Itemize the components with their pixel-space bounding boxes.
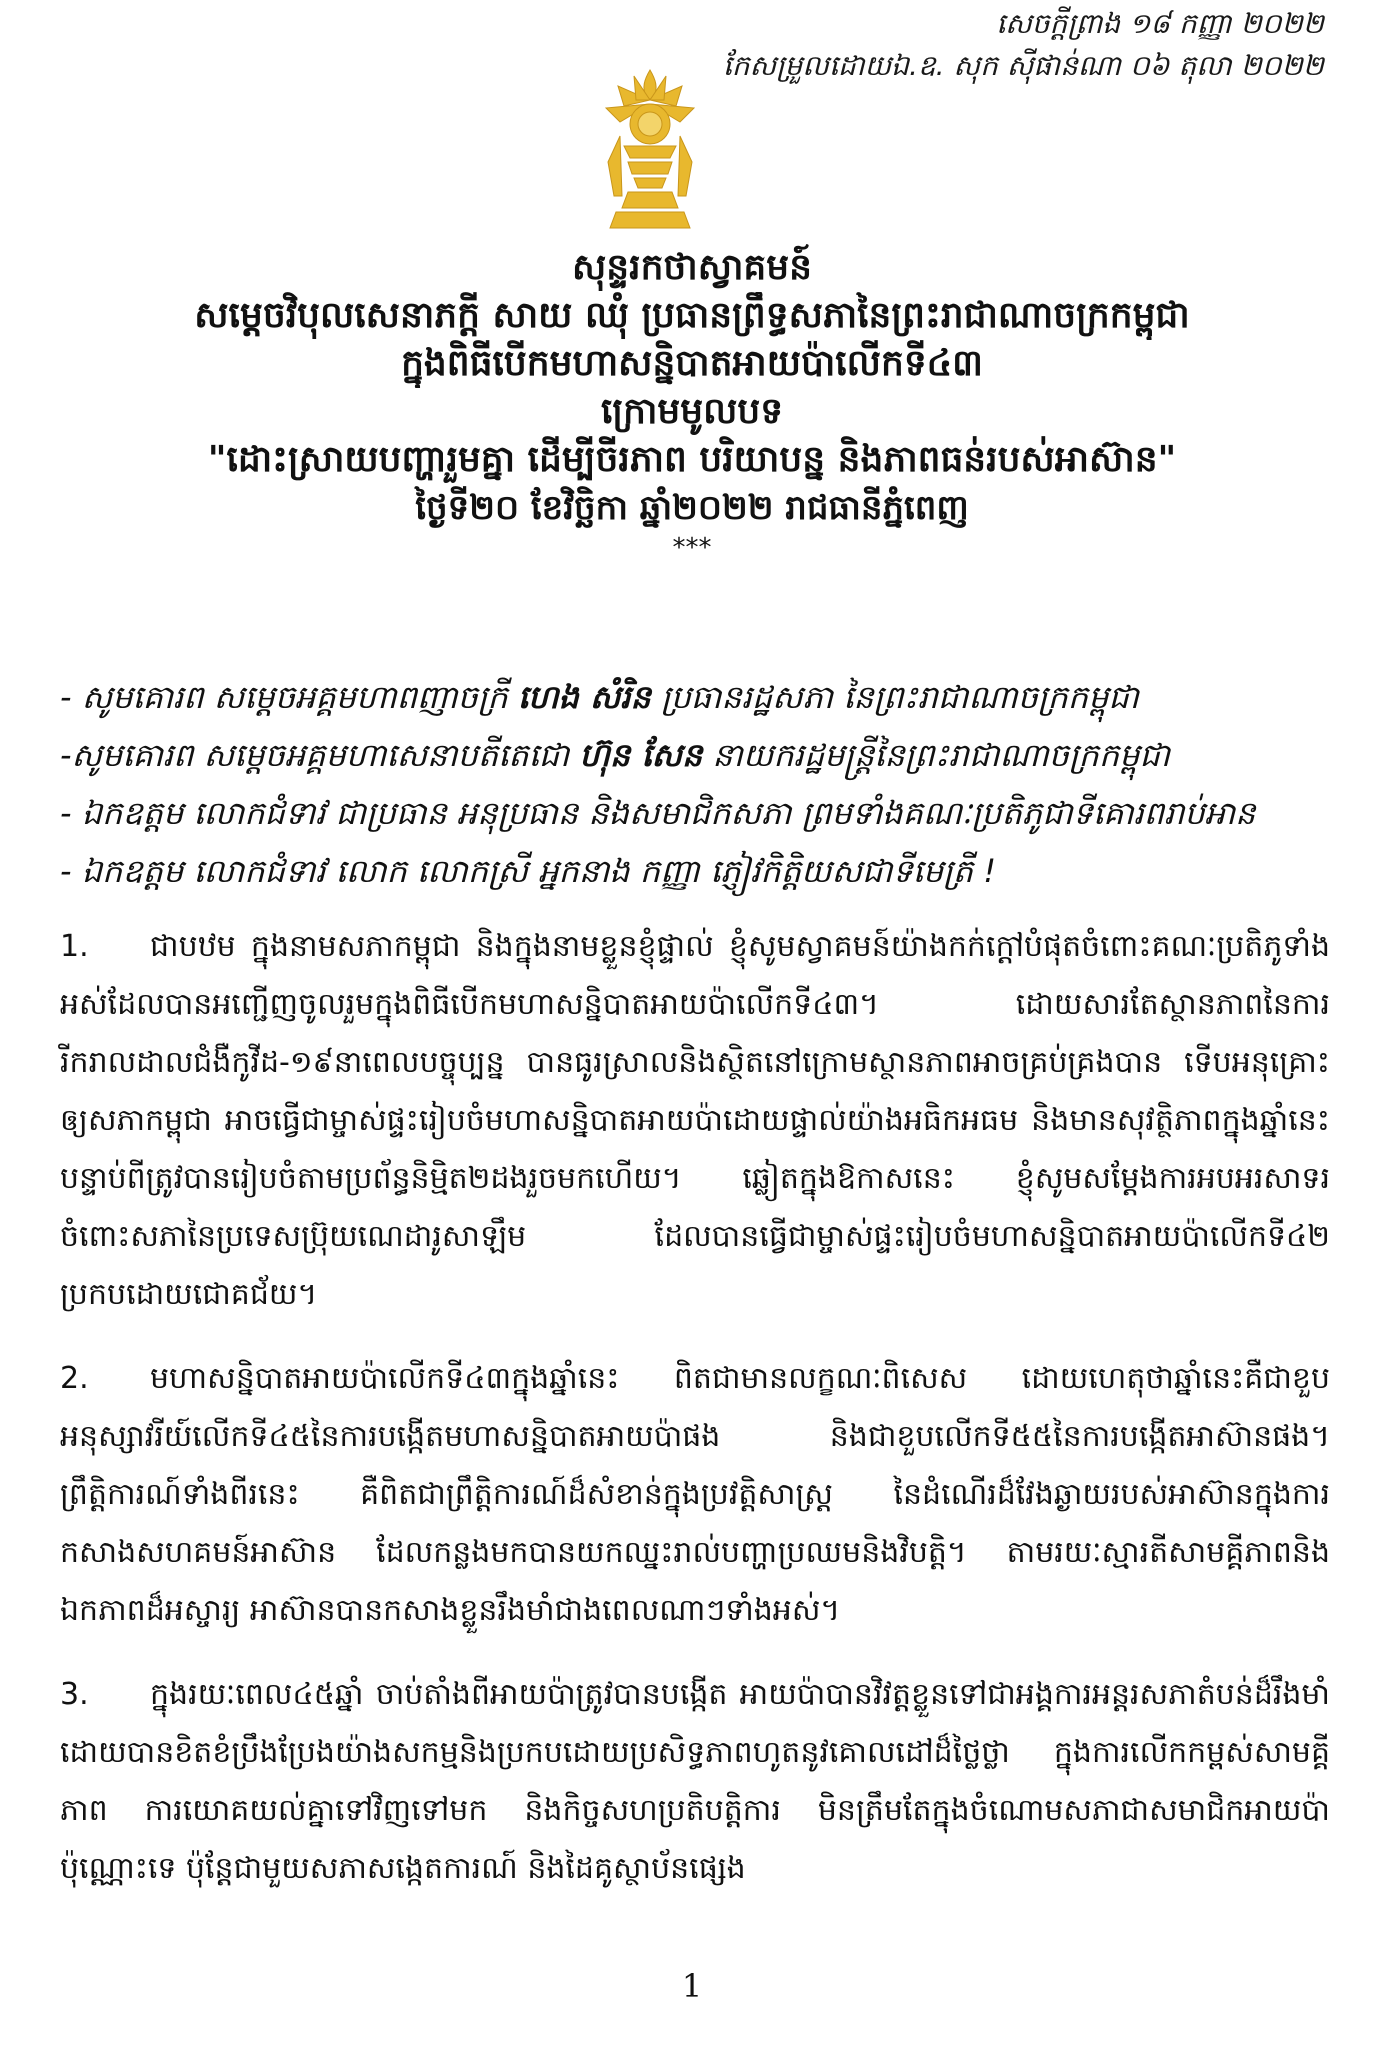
salutation-item: - ឯកឧត្តម លោកជំទាវ ជាប្រធាន អនុប្រធាន និងសមាជិកសភា ព្រមទាំងគណៈប្រតិភូជាទីគោរពរាប់អាន bbox=[60, 794, 1256, 832]
paragraph-number: 2. bbox=[60, 1361, 89, 1396]
theme-text: "ដោះស្រាយបញ្ហារួមគ្នា ដើម្បីចីរភាព បរិយាបន្ន និងភាពធន់របស់អាស៊ាន" bbox=[207, 439, 1177, 480]
page-number: 1 bbox=[681, 1967, 703, 2005]
salutation-item: - សូមគោរព សម្តេចអគ្គមហាពញាចក្រី ហេង សំរិន ប្រធានរដ្ឋសភា នៃព្រះរាជាណាចក្រកម្ពុជា bbox=[60, 678, 1139, 716]
paragraph-number: 3. bbox=[60, 1677, 89, 1712]
senate-emblem-icon bbox=[598, 66, 702, 234]
draft-date-note: សេចក្ដីព្រាង ១៨ កញ្ញា ២០២២ bbox=[996, 7, 1324, 40]
theme-label: ក្រោមមូលបទ bbox=[600, 391, 784, 432]
salutation-item: -សូមគោរព សម្តេចអគ្គមហាសេនាបតីតេជោ ហ៊ុន សែន នាយករដ្ឋមន្ត្រីនៃព្រះរាជាណាចក្រកម្ពុជា bbox=[60, 736, 1170, 774]
numbered-paragraph bbox=[60, 1666, 1330, 1898]
paragraph-text: ក្នុងរយៈពេល៤៥ឆ្នាំ ចាប់តាំងពីអាយប៉ាត្រូវបានបង្កើត អាយប៉ាបានវិវត្តខ្លួនទៅជាអង្គការអន្តរសភាតំបន់ដ៏រឹងមាំ ដោយបានខិតខំប្រឹងប្រែងយ៉ាងសកម្មនិងប្រកបដោយប្រសិទ្ធភាពហូតនូវគោលដៅដ៏ថ្លៃថ្លា ក្នុងការលើកកម្ពស់សាមគ្គីភាព ការយោគយល់គ្នាទៅវិញទៅមក និងកិច្ចសហប្រតិបត្តិការ មិនត្រឹមតែក្នុងចំណោមសភាជាសមាជិកអាយប៉ាប៉ុណ្ណោះទេ ប៉ុន្តែជាមួយសភាសង្កេតការណ៍ និងដៃគូស្ថាប័នផ្សេង bbox=[60, 1677, 1330, 1886]
salutation-name: ហេង សំរិន bbox=[517, 678, 651, 716]
event-line: ក្នុងពិធីបើកមហាសន្និបាតអាយប៉ាលើកទី៤៣ bbox=[401, 343, 983, 384]
numbered-paragraph bbox=[60, 1350, 1330, 1640]
paragraph-text: មហាសន្និបាតអាយប៉ាលើកទី៤៣ក្នុងឆ្នាំនេះ ពិតជាមានលក្ខណៈពិសេស ដោយហេតុថាឆ្នាំនេះគឺជាខួបអនុស្សាវរីយ៍លើកទី៤៥នៃការបង្កើតមហាសន្និបាតអាយប៉ាផង និងជាខួបលើកទី៥៥នៃការបង្កើតអាស៊ានផង។ ព្រឹត្តិការណ៍ទាំងពីរនេះ គឺពិតជាព្រឹត្តិការណ៍ដ៏សំខាន់ក្នុងប្រវត្តិសាស្ត្រ នៃដំណើរដ៏វែងឆ្ងាយរបស់អាស៊ានក្នុងការកសាងសហគមន៍អាស៊ាន ដែលកន្លងមកបានយកឈ្នះរាល់បញ្ហាប្រឈមនិងវិបត្តិ។ តាមរយៈស្មារតីសាមគ្គីភាពនិងឯកភាពដ៏អស្ចារ្យ អាស៊ានបានកសាងខ្លួនរឹងមាំជាងពេលណាៗទាំងអស់។ bbox=[60, 1361, 1330, 1628]
revision-note: កែសម្រួលដោយឯ.ឧ. សុក ស៊ីផាន់ណា ០៦ តុលា ២០២២ bbox=[722, 49, 1324, 82]
numbered-paragraph bbox=[60, 918, 1330, 1324]
speaker-line: សម្តេចវិបុលសេនាភក្តី សាយ ឈុំ ប្រធានព្រឹទ្ធសភានៃព្រះរាជាណាចក្រកម្ពុជា bbox=[194, 295, 1190, 336]
salutation-name: ហ៊ុន សែន bbox=[579, 736, 703, 774]
salutations-list bbox=[60, 668, 1324, 900]
speech-title-block bbox=[80, 244, 1304, 562]
date-location-line: ថ្ងៃទី២០ ខែវិច្ឆិកា ឆ្នាំ២០២២ រាជធានីភ្នំពេញ bbox=[415, 488, 969, 528]
section-separator: *** bbox=[672, 533, 712, 563]
speech-heading: សុន្ទរកថាស្វាគមន៍ bbox=[572, 247, 812, 288]
speech-body bbox=[60, 918, 1330, 1924]
paragraph-number: 1. bbox=[60, 929, 89, 964]
salutation-item: - ឯកឧត្តម លោកជំទាវ លោក លោកស្រី អ្នកនាង កញ្ញា ភ្ញៀវកិត្តិយសជាទីមេត្រី ! bbox=[60, 852, 997, 890]
paragraph-text: ជាបឋម ក្នុងនាមសភាកម្ពុជា និងក្នុងនាមខ្លួនខ្ញុំផ្ទាល់ ខ្ញុំសូមស្វាគមន៍យ៉ាងកក់ក្ដៅបំផុតចំពោះគណៈប្រតិភូទាំងអស់ដែលបានអញ្ជើញចូលរួមក្នុងពិធីបើកមហាសន្និបាតអាយប៉ាលើកទី៤៣។ ដោយសារតែស្ថានភាពនៃការរីករាលដាលជំងឺកូវីដ-១៩នាពេលបច្ចុប្បន្ន បានធូរស្រាលនិងស្ថិតនៅក្រោមស្ថានភាពអាចគ្រប់គ្រងបាន ទើបអនុគ្រោះឲ្យសភាកម្ពុជា អាចធ្វើជាម្ចាស់ផ្ទះរៀបចំមហាសន្និបាតអាយប៉ាដោយផ្ទាល់យ៉ាងអធិកអធម និងមានសុវត្ថិភាពក្នុងឆ្នាំនេះ បន្ទាប់ពីត្រូវបានរៀបចំតាមប្រព័ន្ធនិម្មិត២ដងរួចមកហើយ។ ឆ្លៀតក្នុងឱកាសនេះ ខ្ញុំសូមសម្តែងការអបអរសាទរចំពោះសភានៃប្រទេសប្រ៊ុយណេដារូសាឡឹម ដែលបានធ្វើជាម្ចាស់ផ្ទះរៀបចំមហាសន្និបាតអាយប៉ាលើកទី៤២ ប្រកបដោយជោគជ័យ។ bbox=[60, 929, 1330, 1312]
